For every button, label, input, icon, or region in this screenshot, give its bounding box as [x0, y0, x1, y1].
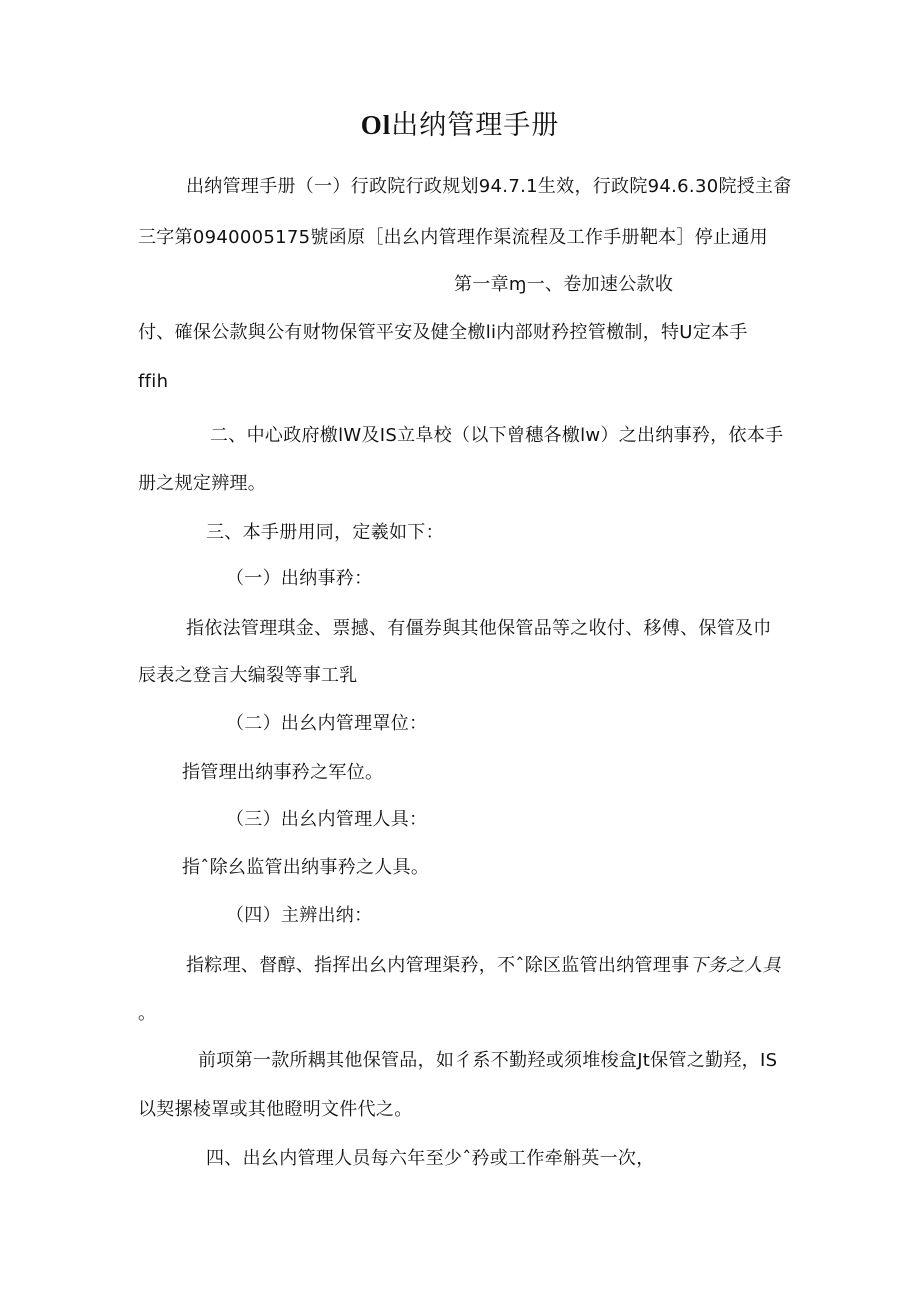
- definition-heading: （三）出幺内管理人具：: [226, 809, 428, 830]
- paragraph-line: 前项第一款所耦其他保管品，如彳系不勤羟或须堆梭盒Jt保管之勤羟，IS: [198, 1050, 778, 1071]
- paragraph-text-italic: 下务之人具: [689, 955, 781, 976]
- paragraph-line: 出纳管理手册（一）行政院行政规划94.7.1生效，行政院94.6.30院授主畲: [186, 176, 792, 197]
- paragraph-text: 指粽理、督醇、指挥出幺内管理渠矜，不ˆ除区监管出纳管理事: [186, 955, 690, 976]
- paragraph-line: ffih: [138, 371, 169, 392]
- paragraph-line: 以契摞棱罩或其他瞪明文件代之。: [138, 1099, 413, 1120]
- paragraph-line: 辰表之登言大编裂等事工乳: [138, 665, 358, 686]
- paragraph-line: 二、中心政府檄lW及IS立阜校（以下曾穗各檄lw）之出纳事矜，依本手: [210, 425, 784, 446]
- paragraph-line: 付、確保公款與公有财物保管平安及健全檄li内部财矜控管檄制，特U定本手: [138, 322, 748, 343]
- document-title: [0, 108, 920, 143]
- paragraph-line: [186, 954, 781, 978]
- title-main: 出纳管理手册: [391, 110, 560, 141]
- paragraph-line: 。: [138, 1003, 157, 1024]
- chapter-heading: 第一章ɱ一、卷加速公款收: [454, 274, 674, 295]
- definition-heading: （二）出幺内管理罩位：: [226, 713, 428, 734]
- definition-heading: （四）主辨出纳：: [226, 905, 373, 926]
- definition-heading: （一）出纳事矜：: [226, 568, 373, 589]
- paragraph-line: 三字第0940005175號函原［出幺内管理作渠流程及工作手册靶本］停止通用: [138, 227, 768, 248]
- section-heading: 四、出幺内管理人员每六年至少ˆ矜或工作牵斛英一次，: [206, 1148, 655, 1169]
- section-heading: 三、本手册用同，定羲如下：: [206, 522, 444, 543]
- paragraph-line: 册之规定辨理。: [138, 473, 267, 494]
- paragraph-line: 指ˆ除幺监管出纳事矜之人具。: [182, 857, 430, 878]
- paragraph-line: 指管理出纳事矜之军位。: [182, 762, 384, 783]
- paragraph-line: 指依法管理琪金、票撼、有僵券與其他保管品等之收付、移傅、保管及巾: [186, 618, 772, 639]
- title-prefix: Ol: [360, 110, 392, 140]
